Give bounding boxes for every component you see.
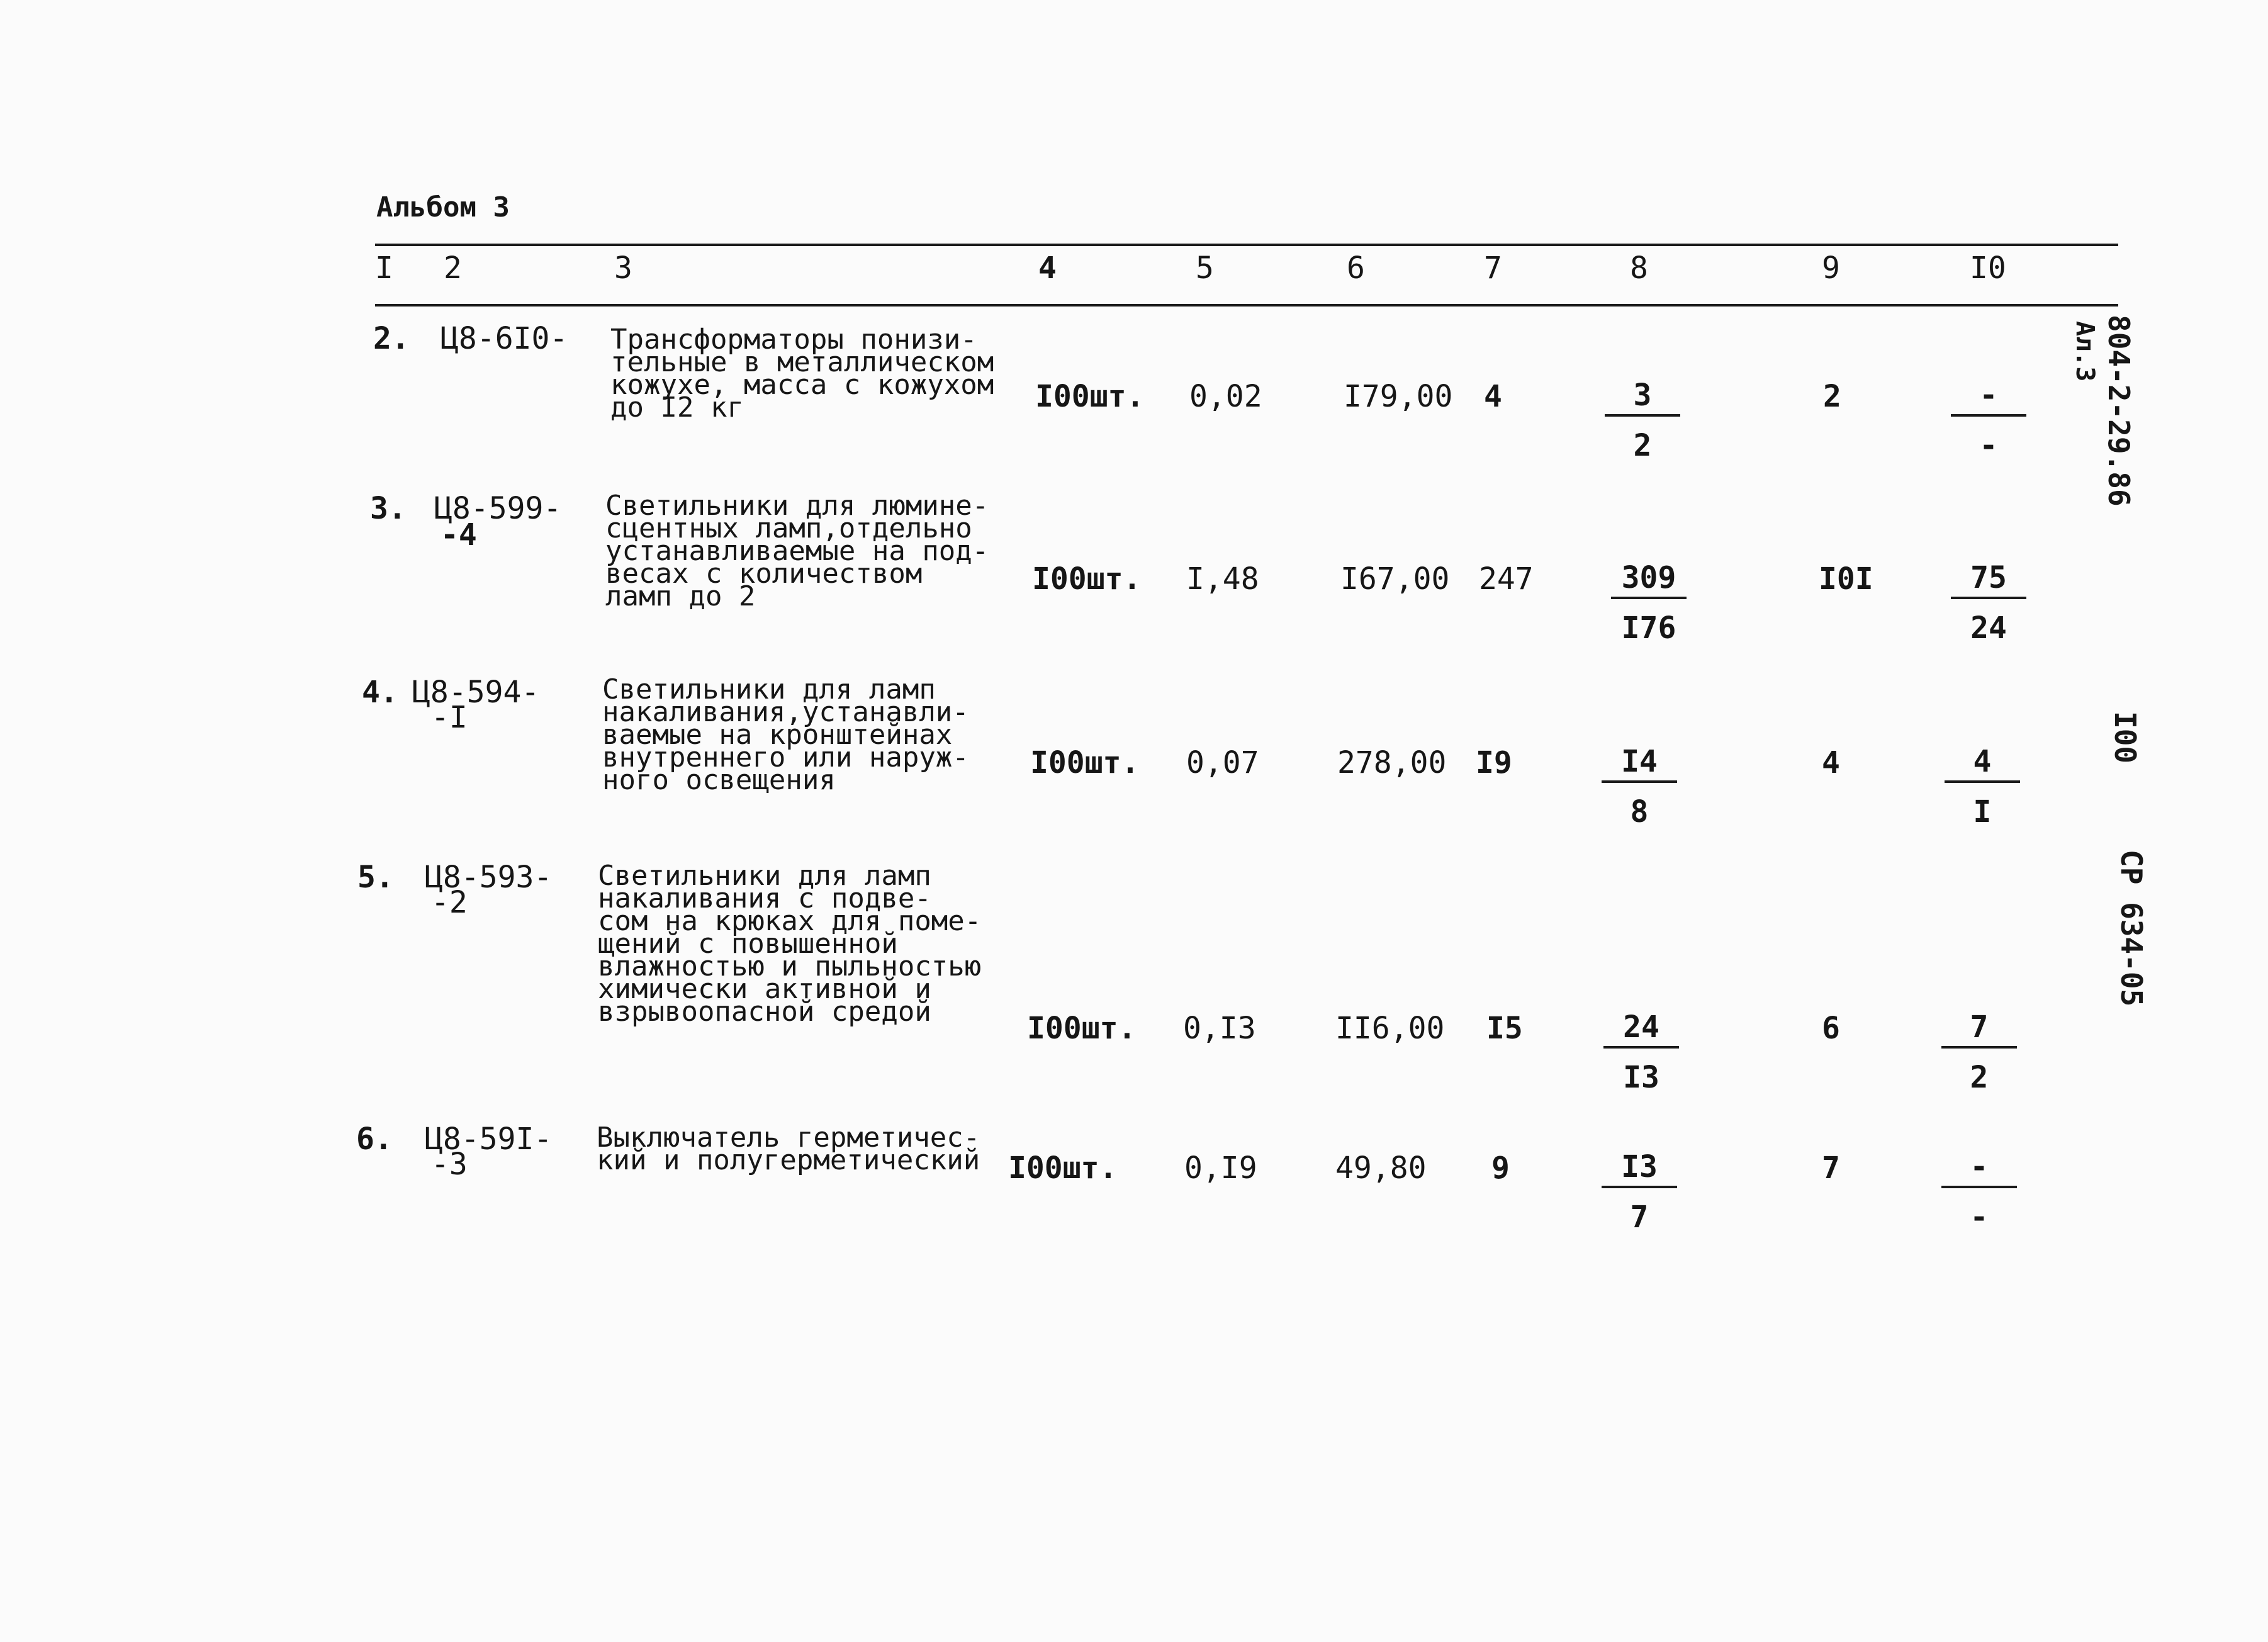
- col-header-6: 6: [1347, 250, 1365, 286]
- col10-fraction: [1945, 744, 2020, 829]
- description-line: тельные в металлическом: [610, 346, 994, 378]
- code-line: Ц8-594-: [412, 675, 540, 710]
- fraction-bar: [1945, 780, 2020, 783]
- description-line: Трансформаторы понизи-: [610, 323, 977, 356]
- col9-value: 7: [1822, 1150, 1840, 1186]
- col-header-5: 5: [1196, 250, 1214, 286]
- unit: I00шт.: [1032, 561, 1142, 597]
- row-number: 2.: [373, 321, 410, 356]
- row-number: 3.: [370, 491, 407, 526]
- unit: I00шт.: [1027, 1011, 1137, 1046]
- col10-fraction: [1941, 1149, 2017, 1235]
- description-line: взрывоопасной средой: [598, 996, 931, 1028]
- col6-value: I79,00: [1344, 379, 1453, 414]
- col6-value: 278,00: [1337, 745, 1447, 780]
- fraction-numerator: 3: [1633, 378, 1652, 413]
- description-line: ваемые на кронштейнах: [602, 719, 953, 751]
- description: [610, 323, 994, 424]
- description-line: сцентных ламп,отдельно: [605, 512, 972, 544]
- fraction-numerator: 7: [1970, 1009, 1989, 1045]
- col8-fraction: [1602, 744, 1677, 829]
- col7-value: 9: [1491, 1150, 1510, 1186]
- fraction-numerator: 4: [1973, 744, 1992, 779]
- side-stamp-album: Ал.3: [2070, 321, 2099, 382]
- fraction-denominator: 24: [1970, 610, 2007, 646]
- row-number: 5.: [357, 860, 394, 895]
- description-line: Светильники для люмине-: [605, 490, 989, 522]
- fraction-denominator: 2: [1633, 428, 1652, 463]
- fraction-bar: [1602, 780, 1677, 783]
- col8-fraction: [1605, 378, 1680, 463]
- col-header-3: 3: [614, 250, 632, 286]
- description: [602, 673, 969, 796]
- col-header-1: I: [375, 250, 393, 286]
- fraction-bar: [1602, 1186, 1677, 1188]
- col6-value: I67,00: [1340, 561, 1450, 597]
- fraction-numerator: 24: [1623, 1009, 1659, 1045]
- fraction-denominator: 2: [1970, 1060, 1989, 1095]
- col5-value: I,48: [1186, 561, 1259, 597]
- description-line: химически активной и: [598, 973, 931, 1005]
- description-line: сом на крюках для поме-: [598, 905, 982, 937]
- side-stamp-series: СР 634-05: [2114, 850, 2148, 1007]
- col8-fraction: [1611, 560, 1687, 646]
- album-label: Альбом 3: [376, 191, 510, 223]
- description: [597, 1122, 980, 1176]
- description-line: накаливания с подве-: [598, 882, 931, 914]
- fraction-denominator: I3: [1623, 1060, 1659, 1095]
- col6-value: 49,80: [1335, 1150, 1427, 1186]
- fraction-numerator: -: [1970, 1149, 1989, 1184]
- col10-fraction: [1951, 378, 2026, 463]
- unit: I00шт.: [1008, 1150, 1118, 1186]
- col10-fraction: [1951, 560, 2026, 646]
- col9-value: 6: [1822, 1011, 1840, 1046]
- col7-value: I5: [1486, 1011, 1523, 1046]
- col6-value: II6,00: [1335, 1011, 1445, 1046]
- col9-value: 4: [1822, 745, 1840, 780]
- code-line: -2: [431, 885, 468, 920]
- code-line: -3: [431, 1147, 468, 1182]
- description-line: ламп до 2: [605, 580, 756, 612]
- code-line: -4: [441, 517, 477, 553]
- description-line: Выключатель герметичес-: [597, 1122, 980, 1154]
- col-header-9: 9: [1822, 250, 1840, 286]
- description-line: устанавливаемые на под-: [605, 535, 989, 567]
- fraction-bar: [1941, 1186, 2017, 1188]
- col9-value: 2: [1823, 379, 1841, 414]
- col5-value: 0,02: [1189, 379, 1262, 414]
- unit: I00шт.: [1035, 379, 1145, 414]
- description: [605, 490, 989, 612]
- col7-value: I9: [1476, 745, 1512, 780]
- side-stamp-document-number: 804-2-29.86: [2102, 315, 2136, 507]
- col-header-2: 2: [444, 250, 462, 286]
- fraction-denominator: -: [1970, 1200, 1989, 1235]
- description-line: кожухе, масса с кожухом: [610, 369, 994, 401]
- code-line: -I: [431, 700, 468, 735]
- top-rule: [375, 244, 2118, 246]
- fraction-bar: [1951, 597, 2026, 599]
- col-header-8: 8: [1630, 250, 1648, 286]
- fraction-denominator: I76: [1621, 610, 1676, 646]
- description: [598, 860, 982, 1028]
- fraction-bar: [1611, 597, 1687, 599]
- fraction-denominator: I: [1973, 794, 1992, 829]
- fraction-numerator: I3: [1621, 1149, 1658, 1184]
- fraction-bar: [1941, 1046, 2017, 1049]
- unit: I00шт.: [1030, 745, 1140, 780]
- description-line: кий и полугерметический: [597, 1144, 980, 1176]
- col7-value: 247: [1479, 561, 1534, 597]
- description-line: влажностью и пыльностью: [598, 950, 982, 982]
- code-line: Ц8-59I-: [425, 1122, 553, 1157]
- fraction-numerator: I4: [1621, 744, 1658, 779]
- description-line: внутреннего или наруж-: [602, 741, 969, 773]
- col-header-4: 4: [1038, 250, 1057, 286]
- col-header-7: 7: [1484, 250, 1502, 286]
- code-line: Ц8-599-: [434, 491, 562, 526]
- col10-fraction: [1941, 1009, 2017, 1095]
- code-line: Ц8-593-: [425, 860, 553, 895]
- col9-value: I0I: [1819, 561, 1873, 597]
- fraction-numerator: 309: [1621, 560, 1676, 595]
- col5-value: 0,I3: [1183, 1011, 1256, 1046]
- description-line: до I2 кг: [610, 391, 744, 424]
- code-line: Ц8-6I0-: [441, 321, 568, 356]
- col-header-10: I0: [1970, 250, 2006, 286]
- col7-value: 4: [1484, 379, 1502, 414]
- col8-fraction: [1603, 1009, 1679, 1095]
- fraction-denominator: 7: [1630, 1200, 1649, 1235]
- description-line: щений с повышенной: [598, 928, 898, 960]
- fraction-numerator: -: [1979, 378, 1998, 413]
- fraction-bar: [1603, 1046, 1679, 1049]
- side-stamp-page: I00: [2108, 711, 2142, 764]
- row-number: 6.: [356, 1122, 393, 1157]
- description-line: Светильники для ламп: [598, 860, 931, 892]
- header-rule: [375, 304, 2118, 306]
- fraction-denominator: 8: [1630, 794, 1649, 829]
- col5-value: 0,07: [1186, 745, 1259, 780]
- fraction-bar: [1951, 414, 2026, 417]
- row-number: 4.: [362, 675, 398, 710]
- fraction-bar: [1605, 414, 1680, 417]
- fraction-numerator: 75: [1970, 560, 2007, 595]
- description-line: весах с количеством: [605, 558, 923, 590]
- fraction-denominator: -: [1979, 428, 1998, 463]
- description-line: ного освещения: [602, 764, 836, 796]
- col8-fraction: [1602, 1149, 1677, 1235]
- col5-value: 0,I9: [1184, 1150, 1257, 1186]
- description-line: накаливания,устанавли-: [602, 696, 969, 728]
- description-line: Светильники для ламп: [602, 673, 936, 706]
